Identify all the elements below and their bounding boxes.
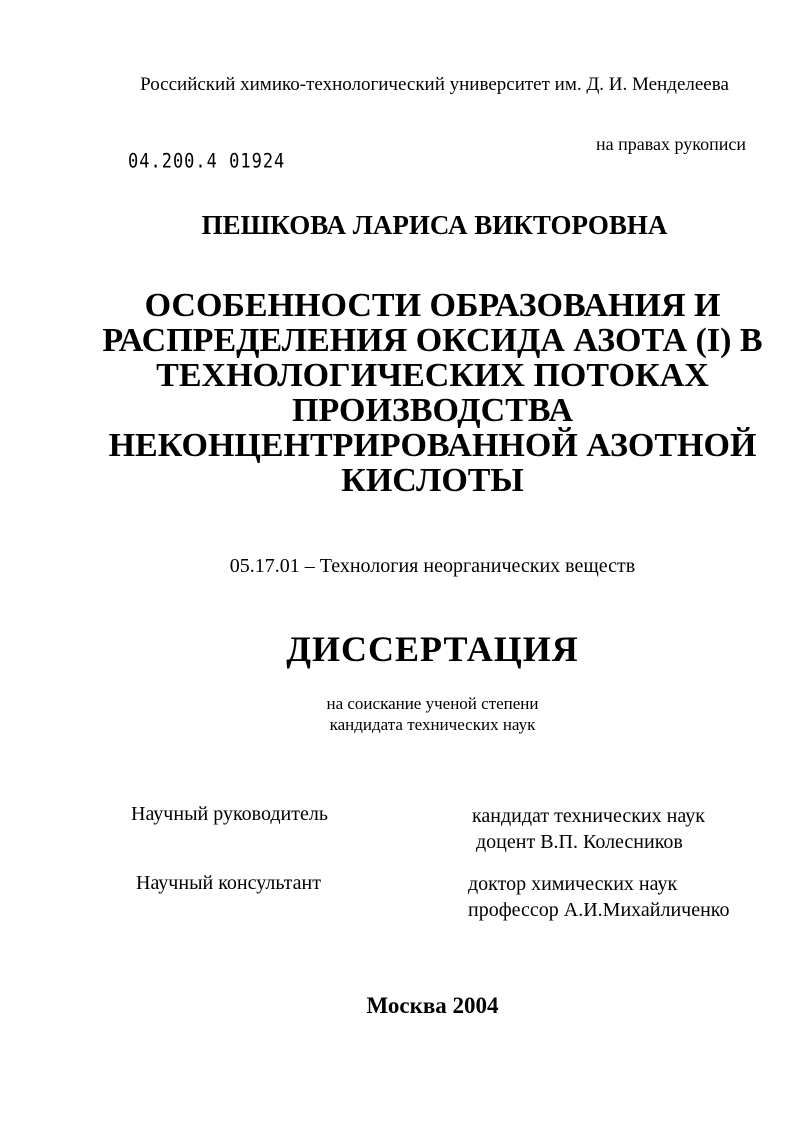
consultant-degree: доктор химических наук: [468, 873, 678, 895]
specialty-code: 05.17.01 – Технология неорганических веществ: [229, 555, 636, 577]
author-name: ПЕШКОВА ЛАРИСА ВИКТОРОВНА: [201, 210, 668, 240]
dissertation-title: [0, 288, 799, 498]
title-line: НЕКОНЦЕНТРИРОВАННОЙ АЗОТНОЙ: [108, 427, 757, 464]
place-and-year: Москва 2004: [366, 993, 499, 1018]
archive-stamp-number: 04.200.4 01924: [128, 150, 286, 173]
university-name: Российский химико-технологический университет им. Д. И. Менделеева: [140, 74, 729, 95]
supervisor-role: Научный руководитель: [131, 803, 328, 825]
consultant-name: профессор А.И.Михайличенко: [468, 899, 730, 921]
supervisor-degree: кандидат технических наук: [472, 805, 705, 827]
title-line: КИСЛОТЫ: [341, 462, 524, 499]
title-line: ОСОБЕННОСТИ ОБРАЗОВАНИЯ И: [144, 287, 721, 324]
consultant-role: Научный консультант: [136, 872, 321, 894]
supervisor-info: [472, 803, 705, 855]
purpose-line: на соискание ученой степени: [326, 694, 539, 713]
degree-purpose: [0, 693, 799, 735]
document-type: ДИССЕРТАЦИЯ: [286, 629, 579, 669]
consultant-info: [468, 871, 730, 923]
purpose-line: кандидата технических наук: [329, 715, 536, 734]
title-line: ТЕХНОЛОГИЧЕСКИХ ПОТОКАХ: [156, 357, 709, 394]
title-line: РАСПРЕДЕЛЕНИЯ ОКСИДА АЗОТА (I) В: [102, 322, 763, 359]
supervisor-name: доцент В.П. Колесников: [476, 831, 683, 853]
rights-note: на правах рукописи: [596, 134, 746, 154]
title-line: ПРОИЗВОДСТВА: [292, 392, 573, 429]
